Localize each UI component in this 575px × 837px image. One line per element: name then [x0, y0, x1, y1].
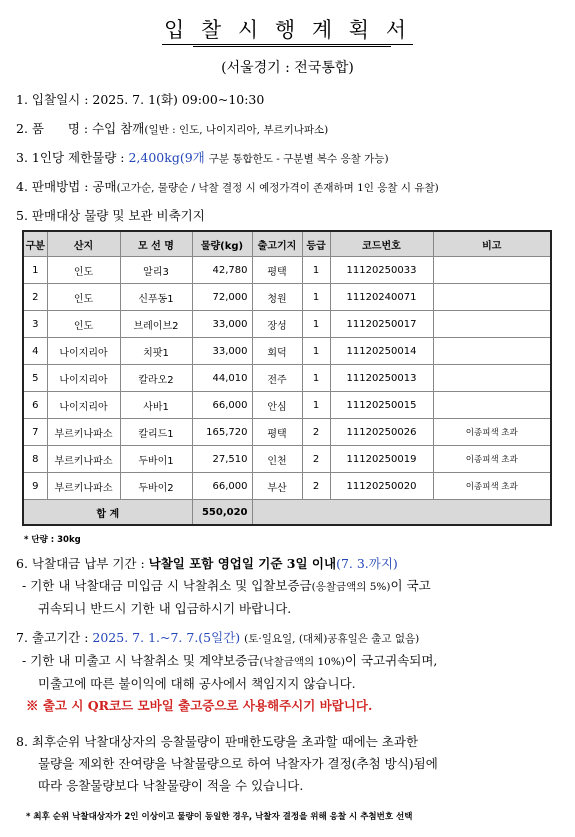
row-vessel: 칼리드1	[120, 419, 192, 446]
row-depot: 평택	[252, 257, 302, 284]
table-row	[23, 257, 551, 284]
total-label: 합 계	[23, 500, 192, 526]
header-vessel: 모 선 명	[120, 231, 192, 257]
total-value: 550,020	[192, 500, 252, 526]
row-origin: 인도	[47, 311, 120, 338]
stock-table	[22, 230, 552, 526]
row-origin: 부르키나파소	[47, 446, 120, 473]
row-grade: 2	[302, 419, 330, 446]
row-code: 11120250014	[330, 338, 433, 365]
table-row	[23, 419, 551, 446]
row-origin: 부르키나파소	[47, 419, 120, 446]
row-code: 11120250013	[330, 365, 433, 392]
header-origin: 산지	[47, 231, 120, 257]
row-vessel: 두바이2	[120, 473, 192, 500]
row-grade: 1	[302, 338, 330, 365]
row-no: 2	[23, 284, 47, 311]
row-code: 11120250033	[330, 257, 433, 284]
row-remarks	[433, 311, 551, 338]
row-grade: 2	[302, 446, 330, 473]
row-remarks	[433, 257, 551, 284]
row-vessel: 사바1	[120, 392, 192, 419]
item-sales-method: 4. 판매방법 : 공매(고가순, 물량순 / 낙찰 결정 시 예정가격이 존재하며 1인 응찰 시 유찰)	[16, 179, 439, 194]
section-payment: 6. 낙찰대금 납부 기간 : 낙찰일 포함 영업일 기준 3일 이내(7. 3.까지) - 기한 내 낙찰대금 미입금 시 낙찰취소 및 입찰보증금(응찰금액의 5%)이 국고 귀속되니 반드시 기한 내 입금하시기 바랍니다.	[16, 556, 431, 616]
row-no: 7	[23, 419, 47, 446]
row-depot: 전주	[252, 365, 302, 392]
row-remarks	[433, 284, 551, 311]
row-depot: 안심	[252, 392, 302, 419]
row-quantity: 33,000	[192, 311, 252, 338]
header-quantity: 물량(kg)	[192, 231, 252, 257]
header-code: 코드번호	[330, 231, 433, 257]
item-product-name: 2. 품 명 : 수입 참깨(일반 : 인도, 나이지리아, 부르키나파소)	[16, 121, 329, 136]
row-vessel: 신푸동1	[120, 284, 192, 311]
table-header-row	[23, 231, 551, 257]
item-quantity-limit: 3. 1인당 제한물량 : 2,400kg(9개 구분 통합한도 - 구분별 복수 응찰 가능)	[16, 150, 389, 165]
row-grade: 1	[302, 392, 330, 419]
row-code: 11120250020	[330, 473, 433, 500]
unit-note: * 단량 : 30kg	[24, 535, 81, 545]
header-grade: 등급	[302, 231, 330, 257]
row-quantity: 165,720	[192, 419, 252, 446]
row-quantity: 66,000	[192, 392, 252, 419]
row-depot: 장성	[252, 311, 302, 338]
row-remarks: 이종피색 초과	[433, 473, 551, 500]
row-code: 11120250026	[330, 419, 433, 446]
row-quantity: 44,010	[192, 365, 252, 392]
header-depot: 출고기지	[252, 231, 302, 257]
page-subtitle: (서울경기 : 전국통합)	[221, 60, 354, 76]
table-total-row	[23, 500, 551, 526]
row-grade: 1	[302, 284, 330, 311]
row-no: 3	[23, 311, 47, 338]
table-row	[23, 311, 551, 338]
row-code: 11120250015	[330, 392, 433, 419]
item-bidding-date: 1. 입찰일시 : 2025. 7. 1(화) 09:00~10:30	[16, 92, 265, 107]
row-depot: 평택	[252, 419, 302, 446]
row-remarks: 이종피색 초과	[433, 419, 551, 446]
row-depot: 부산	[252, 473, 302, 500]
row-vessel: 칼라오2	[120, 365, 192, 392]
row-remarks	[433, 365, 551, 392]
row-no: 1	[23, 257, 47, 284]
row-vessel: 브레이브2	[120, 311, 192, 338]
final-note: * 최후 순위 낙찰대상자가 2인 이상이고 물량이 동일한 경우, 낙찰자 결정을 위해 응찰 시 추첨번호 선택	[26, 812, 413, 822]
row-origin: 인도	[47, 257, 120, 284]
row-grade: 1	[302, 257, 330, 284]
row-code: 11120250019	[330, 446, 433, 473]
row-origin: 나이지리아	[47, 338, 120, 365]
row-remarks	[433, 392, 551, 419]
title-double-underline	[193, 46, 391, 47]
qr-warning: ※ 출고 시 QR코드 모바일 출고증으로 사용해주시기 바랍니다.	[26, 698, 373, 713]
row-origin: 나이지리아	[47, 392, 120, 419]
section-final-bidder: 8. 최후순위 낙찰대상자의 응찰물량이 판매한도량을 초과할 때에는 초과한 물량을 제외한 잔여량을 낙찰물량으로 하여 낙찰자가 결정(추첨 방식)됨에 따라 응찰물량보다 낙찰물량이 적을 수 있습니다.	[16, 734, 438, 793]
total-empty	[252, 500, 551, 526]
row-no: 5	[23, 365, 47, 392]
table-row	[23, 365, 551, 392]
table-row	[23, 473, 551, 500]
row-grade: 1	[302, 311, 330, 338]
row-quantity: 27,510	[192, 446, 252, 473]
row-origin: 인도	[47, 284, 120, 311]
row-depot: 청원	[252, 284, 302, 311]
row-quantity: 33,000	[192, 338, 252, 365]
row-origin: 부르키나파소	[47, 473, 120, 500]
row-origin: 나이지리아	[47, 365, 120, 392]
header-remarks: 비고	[433, 231, 551, 257]
row-remarks	[433, 338, 551, 365]
row-no: 4	[23, 338, 47, 365]
table-row	[23, 338, 551, 365]
row-depot: 회덕	[252, 338, 302, 365]
table-row	[23, 446, 551, 473]
row-remarks: 이종피색 초과	[433, 446, 551, 473]
row-no: 6	[23, 392, 47, 419]
page-title: 입 찰 시 행 계 획 서	[0, 14, 575, 44]
row-vessel: 치팟1	[120, 338, 192, 365]
row-quantity: 66,000	[192, 473, 252, 500]
table-row	[23, 392, 551, 419]
section-release: 7. 출고기간 : 2025. 7. 1.~7. 7.(5일간) (토·일요일, (대체)공휴일은 출고 없음) - 기한 내 미출고 시 낙찰취소 및 계약보증금(낙찰금액의 10%)이 국고귀속되며, 미출고에 따른 불이익에 대해 공사에서 책임지지 않습니다. ※ 출고 시 QR코드 모바일 출고증으로 사용해주시기 바랍니다.	[16, 627, 566, 717]
header-no: 구분	[23, 231, 47, 257]
row-vessel: 두바이1	[120, 446, 192, 473]
row-quantity: 72,000	[192, 284, 252, 311]
row-code: 11120240071	[330, 284, 433, 311]
row-vessel: 알리3	[120, 257, 192, 284]
item-stock-heading: 5. 판매대상 물량 및 보관 비축기지	[16, 208, 205, 223]
row-depot: 인천	[252, 446, 302, 473]
row-grade: 1	[302, 365, 330, 392]
row-no: 8	[23, 446, 47, 473]
row-no: 9	[23, 473, 47, 500]
row-code: 11120250017	[330, 311, 433, 338]
table-row	[23, 284, 551, 311]
row-quantity: 42,780	[192, 257, 252, 284]
row-grade: 2	[302, 473, 330, 500]
